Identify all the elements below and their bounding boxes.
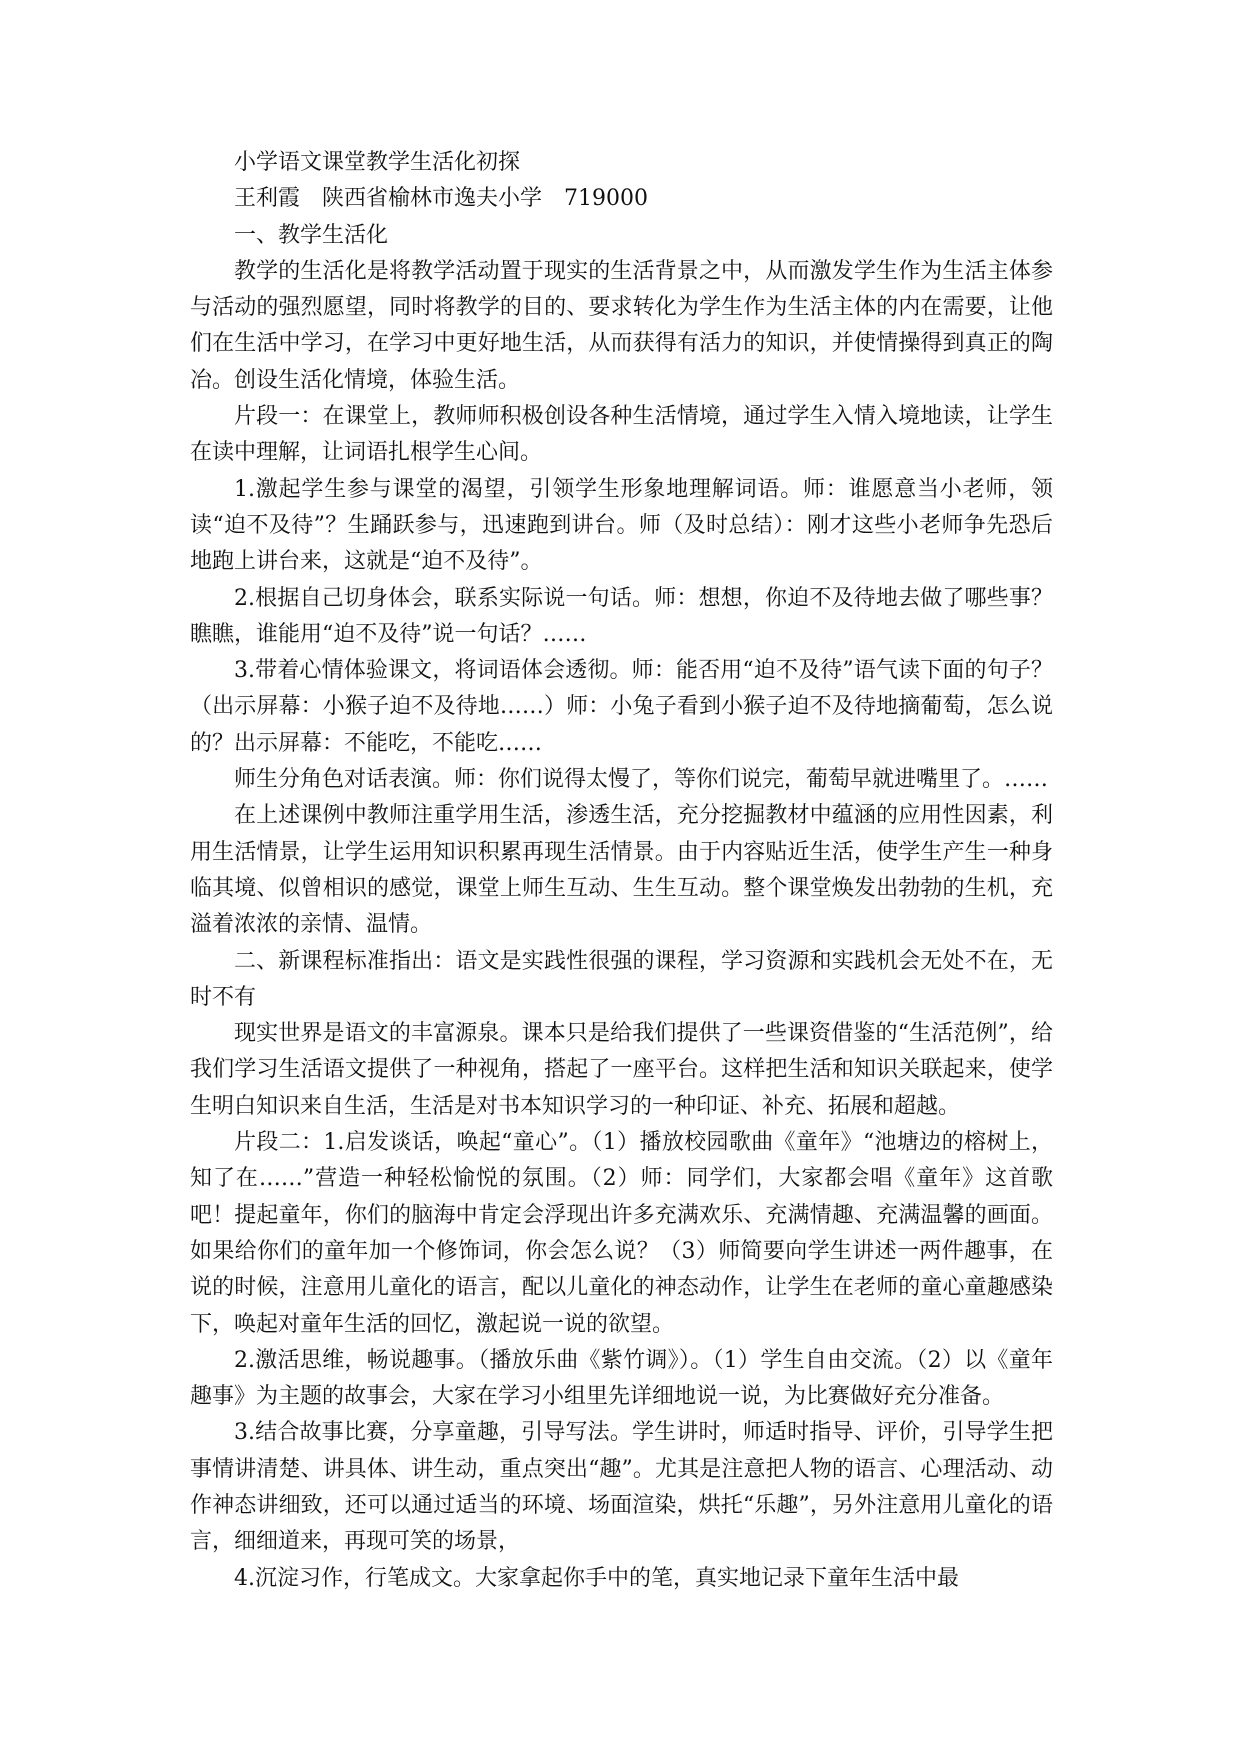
paragraph: 在上述课例中教师注重学用生活，渗透生活，充分挖掘教材中蕴涵的应用性因素，利用生活情景，让学生运用知识积累再现生活情景。由于内容贴近生活，使学生产生一种身临其境、似曾相识的感觉，课堂上师生互动、生生互动。整个课堂焕发出勃勃的生机，充溢着浓浓的亲情、温情。 [190,803,1053,938]
paragraph: 师生分角色对话表演。师：你们说得太慢了，等你们说完，葡萄早就进嘴里了。…… [234,767,1049,793]
paragraph: 教学的生活化是将教学活动置于现实的生活背景之中，从而激发学生作为生活主体参与活动的强烈愿望，同时将教学的目的、要求转化为学生作为生活主体的内在需要，让他们在生活中学习，在学习中更好地生活，从而获得有活力的知识，并使情操得到真正的陶冶。创设生活化情境，体验生活。 [190,258,1053,393]
document-title: 小学语文课堂教学生活化初探 [234,150,521,175]
paragraph: 现实世界是语文的丰富源泉。课本只是给我们提供了一些课资借鉴的“生活范例”，给我们学习生活语文提供了一种视角，搭起了一座平台。这样把生活和知识关联起来，使学生明白知识来自生活，生活是对书本知识学习的一种印证、补充、拓展和超越。 [190,1021,1053,1119]
paragraph: 3.结合故事比赛，分享童趣，引导写法。学生讲时，师适时指导、评价，引导学生把事情讲清楚、讲具体、讲生动，重点突出“趣”。尤其是注意把人物的语言、心理活动、动作神态讲细致，还可以通过适当的环境、场面渲染，烘托“乐趣”，另外注意用儿童化的语言，细细道来，再现可笑的场景， [190,1420,1053,1555]
paragraph: 4.沉淀习作，行笔成文。大家拿起你手中的笔，真实地记录下童年生活中最 [234,1565,959,1591]
document-page [190,145,1053,1597]
paragraph: 2.根据自己切身体会，联系实际说一句话。师：想想，你迫不及待地去做了哪些事？瞧瞧，谁能用“迫不及待”说一句话？…… [190,585,1053,647]
paragraph: 2.激活思维，畅说趣事。（播放乐曲《紫竹调》）。（1）学生自由交流。（2）以《童年趣事》为主题的故事会，大家在学习小组里先详细地说一说，为比赛做好充分准备。 [190,1347,1053,1410]
section-heading-1: 一、教学生活化 [234,222,389,248]
section-heading-2: 二、新课程标准指出：语文是实践性很强的课程，学习资源和实践机会无处不在，无时不有 [190,948,1053,1010]
paragraph: 片段一：在课堂上，教师师积极创设各种生活情境，通过学生入情入境地读，让学生在读中理解，让词语扎根学生心间。 [190,404,1053,466]
author-line: 王利霞 陕西省榆林市逸夫小学 719000 [234,186,648,212]
paragraph: 1.激起学生参与课堂的渴望，引领学生形象地理解词语。师：谁愿意当小老师，领读“迫不及待”？生踊跃参与，迅速跑到讲台。师（及时总结）：刚才这些小老师争先恐后地跑上讲台来，这就是“迫不及待”。 [190,476,1053,575]
paragraph: 3.带着心情体验课文，将词语体会透彻。师：能否用“迫不及待”语气读下面的句子？（出示屏幕：小猴子迫不及待地……）师：小兔子看到小猴子迫不及待地摘葡萄，怎么说的？出示屏幕：不能吃，不能吃…… [190,658,1053,756]
paragraph: 片段二：1.启发谈话，唤起“童心”。（1）播放校园歌曲《童年》“池塘边的榕树上，知了在……”营造一种轻松愉悦的氛围。（2）师：同学们，大家都会唱《童年》这首歌吧！提起童年，你们的脑海中肯定会浮现出许多充满欢乐、充满情趣、充满温馨的画面。如果给你们的童年加一个修饰词，你会怎么说？（3）师简要向学生讲述一两件趣事，在说的时候，注意用儿童化的语言，配以儿童化的神态动作，让学生在老师的童心童趣感染下，唤起对童年生活的回忆，激起说一说的欲望。 [190,1130,1053,1337]
